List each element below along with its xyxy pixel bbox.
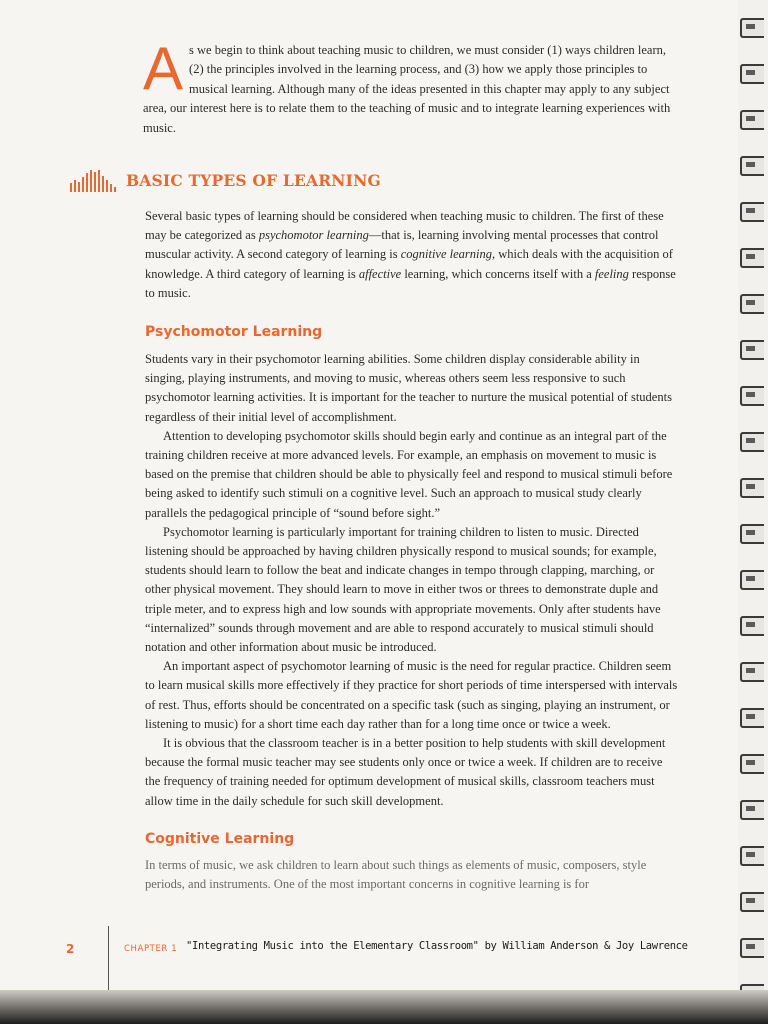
spiral-binding (738, 0, 764, 1000)
intro-text: s we begin to think about teaching music to children, we must consider (1) ways children learn, (2) the principles involved in the learning process, and (3) how we apply those principles to musical learning. Although many of the ideas presented in this chapter may apply to any subject area, our interest here is to relate them to the teaching of music and to integrate learning experiences with music. (143, 43, 671, 135)
footer-divider (108, 926, 109, 996)
binding-coil (740, 110, 764, 130)
binding-coil (740, 202, 764, 222)
page-number: 2 (66, 942, 75, 956)
source-caption: "Integrating Music into the Elementary Classroom" by William Anderson & Joy Lawrence (186, 940, 688, 952)
section-title: BASIC TYPES OF LEARNING (126, 171, 381, 190)
chapter-label: CHAPTER 1 (124, 944, 178, 954)
paragraph: Students vary in their psychomotor learning abilities. Some children display considerable ability in singing, playing instruments, and moving to music, whereas others seem less responsive to such psychomotor learning activities. It is important for the teacher to nurture the musical potential of students regardless of their initial level of accomplishment. (145, 352, 672, 424)
equalizer-bars-icon (70, 170, 120, 192)
binding-coil (740, 340, 764, 360)
psychomotor-heading: Psychomotor Learning (145, 324, 323, 340)
cognitive-body (145, 856, 680, 894)
psychomotor-body (145, 350, 680, 811)
binding-coil (740, 754, 764, 774)
paragraph: Psychomotor learning is particularly important for training children to listen to music. Directed listening should be approached by having children physically respond to musical sounds; for example, students should learn to follow the beat and indicate changes in tempo through clapping, marching, or other physical movement. They should learn to move in either twos or threes to demonstrate duple and triple meter, and to express high and low sounds with appropriate movements. Only after students have “internalized” sounds through movement and are able to respond accurately to musical stimuli should notation and other information about music be introduced. (145, 524, 661, 655)
binding-coil (740, 938, 764, 958)
paragraph: Attention to developing psychomotor skills should begin early and continue as an integral part of the training children receive at more advanced levels. For example, an emphasis on movement to music is based on the premise that children should be able to physically feel and respond to musical stimuli before being asked to identify such stimuli on a cognitive level. Such an approach to musical study clearly parallels the pedagogical principle of “sound before sight.” (145, 428, 673, 520)
drop-cap: A (143, 35, 184, 102)
binding-coil (740, 570, 764, 590)
binding-coil (740, 248, 764, 268)
binding-coil (740, 294, 764, 314)
intro-paragraph (143, 35, 675, 138)
binding-coil (740, 156, 764, 176)
cognitive-heading: Cognitive Learning (145, 831, 295, 847)
binding-coil (740, 846, 764, 866)
scan-shadow (0, 990, 768, 1024)
binding-coil (740, 524, 764, 544)
paragraph: It is obvious that the classroom teacher is in a better position to help students with skill development because the formal music teacher may see students only once or twice a week. If children are to receive the frequency of training needed for optimum development of musical skills, classroom teachers must allow time in the daily schedule for such skill development. (145, 736, 666, 808)
binding-coil (740, 662, 764, 682)
binding-coil (740, 64, 764, 84)
binding-coil (740, 708, 764, 728)
binding-coil (740, 892, 764, 912)
binding-coil (740, 478, 764, 498)
binding-coil (740, 432, 764, 452)
paragraph: In terms of music, we ask children to learn about such things as elements of music, composers, style periods, and instruments. One of the most important concerns in cognitive learning is for (145, 858, 647, 892)
paragraph: An important aspect of psychomotor learning of music is the need for regular practice. Children seem to learn musical skills more effectively if they practice for short periods of time interspersed with intervals of rest. Thus, efforts should be concentrated on a specific task (such as singing, playing an instrument, or listening to music) for a short time each day rather than for a long time once or twice a week. (145, 659, 678, 731)
section-intro-paragraph: Several basic types of learning should be considered when teaching music to children. The first of these may be categorized as psychomotor learning—that is, learning involving mental processes that control muscular activity. A second category of learning is cognitive learning, which deals with the acquisition of knowledge. A third category of learning is affective learning, which concerns itself with a feeling response to music. (145, 209, 676, 300)
binding-coil (740, 800, 764, 820)
binding-coil (740, 386, 764, 406)
binding-coil (740, 616, 764, 636)
binding-coil (740, 18, 764, 38)
